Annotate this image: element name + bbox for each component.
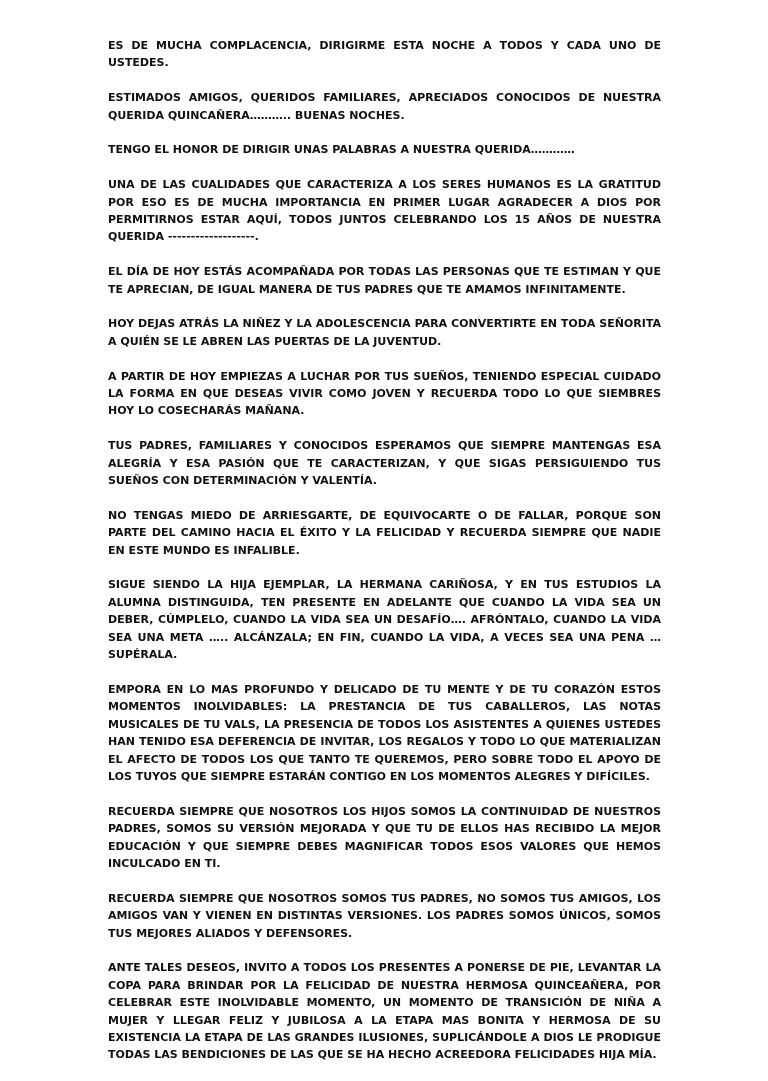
paragraph-gratitude: UNA DE LAS CUALIDADES QUE CARACTERIZA A LOS SERES HUMANOS ES LA GRATITUD POR ESO ES DE MUCHA IMPORTANCIA EN PRIMER LUGAR AGRADECER A DIOS POR PERMITIRNOS ESTAR AQUÍ, TODOS JUNTOS CELEBRANDO LOS 15 AÑOS DE NUESTRA QUERIDA -------------------. <box>108 178 661 244</box>
paragraph-dreams: A PARTIR DE HOY EMPIEZAS A LUCHAR POR TUS SUEÑOS, TENIENDO ESPECIAL CUIDADO LA FORMA EN QUE DESEAS VIVIR COMO JOVEN Y RECUERDA TODO LO QUE SIEMBRES HOY LO COSECHARÁS MAÑANA. <box>108 369 661 418</box>
paragraph-parents-unique: RECUERDA SIEMPRE QUE NOSOTROS SOMOS TUS PADRES, NO SOMOS TUS AMIGOS, LOS AMIGOS VAN Y VIENEN EN DISTINTAS VERSIONES. LOS PADRES SOMOS ÚNICOS, SOMOS TUS MEJORES ALIADOS Y DEFENSORES. <box>108 891 661 940</box>
paragraph-youth: HOY DEJAS ATRÁS LA NIÑEZ Y LA ADOLESCENCIA PARA CONVERTIRTE EN TODA SEÑORITA A QUIÉN SE LE ABREN LAS PUERTAS DE LA JUVENTUD. <box>108 317 661 348</box>
paragraph-toast: ANTE TALES DESEOS, INVITO A TODOS LOS PRESENTES A PONERSE DE PIE, LEVANTAR LA COPA PARA BRINDAR POR LA FELICIDAD DE NUESTRA HERMOSA QUINCEAÑERA, POR CELEBRAR ESTE INOLVIDABLE MOMENTO, UN MOMENTO DE TRANSICIÓN DE NIÑA A MUJER Y LLEGAR FELIZ Y JUBILOSA A LA ETAPA MAS BONITA Y HERMOSA DE SU EXISTENCIA LA ETAPA DE LAS GRANDES ILUSIONES, SUPLICÁNDOLE A DIOS LE PRODIGUE TODAS LAS BENDICIONES DE LAS QUE SE HA HECHO ACREEDORA FELICIDADES HIJA MÍA. <box>108 961 661 1062</box>
paragraph-no-fear: NO TENGAS MIEDO DE ARRIESGARTE, DE EQUIVOCARTE O DE FALLAR, PORQUE SON PARTE DEL CAMINO HACIA EL ÉXITO Y LA FELICIDAD Y RECUERDA SIEMPRE QUE NADIE EN ESTE MUNDO ES INFALIBLE. <box>108 508 661 557</box>
paragraph-today: EL DÍA DE HOY ESTÁS ACOMPAÑADA POR TODAS LAS PERSONAS QUE TE ESTIMAN Y QUE TE APRECIAN, DE IGUAL MANERA DE TUS PADRES QUE TE AMAMOS INFINITAMENTE. <box>108 265 661 296</box>
paragraph-exemplary: SIGUE SIENDO LA HIJA EJEMPLAR, LA HERMANA CARIÑOSA, Y EN TUS ESTUDIOS LA ALUMNA DISTINGUIDA, TEN PRESENTE EN ADELANTE QUE CUANDO LA VIDA SEA UN DEBER, CÚMPLELO, CUANDO LA VIDA SEA UN DESAFÍO…. AFRÓNTALO, CUANDO LA VIDA SEA UNA META ….. ALCÁNZALA; EN FIN, CUANDO LA VIDA, A VECES SEA UNA PENA … SUPÉRALA. <box>108 578 661 662</box>
paragraph-greeting: ESTIMADOS AMIGOS, QUERIDOS FAMILIARES, APRECIADOS CONOCIDOS DE NUESTRA QUERIDA QUINCAÑERA……….. BUENAS NOCHES. <box>108 91 661 122</box>
paragraph-honor: TENGO EL HONOR DE DIRIGIR UNAS PALABRAS A NUESTRA QUERIDA………… <box>108 143 575 157</box>
speech-body <box>108 37 661 1081</box>
paragraph-memories: EMPORA EN LO MAS PROFUNDO Y DELICADO DE TU MENTE Y DE TU CORAZÓN ESTOS MOMENTOS INOLVIDABLES: LA PRESTANCIA DE TUS CABALLEROS, LAS NOTAS MUSICALES DE TU VALS, LA PRESENCIA DE TODOS LOS ASISTENTES A QUIENES USTEDES HAN TENIDO ESA DEFERENCIA DE INVITAR, LOS REGALOS Y TODO LO QUE MATERIALIZAN EL AFECTO DE TODOS LOS QUE TANTO TE QUEREMOS, PERO SOBRE TODO EL APOYO DE LOS TUYOS QUE SIEMPRE ESTARÁN CONTIGO EN LOS MOMENTOS ALEGRES Y DIFÍCILES. <box>108 682 661 783</box>
paragraph-parents-hope: TUS PADRES, FAMILIARES Y CONOCIDOS ESPERAMOS QUE SIEMPRE MANTENGAS ESA ALEGRÍA Y ESA PASIÓN QUE TE CARACTERIZAN, Y QUE SIGAS PERSIGUIENDO TUS SUEÑOS CON DETERMINACIÓN Y VALENTÍA. <box>108 439 661 488</box>
paragraph-opening: ES DE MUCHA COMPLACENCIA, DIRIGIRME ESTA NOCHE A TODOS Y CADA UNO DE USTEDES. <box>108 39 661 70</box>
paragraph-continuity: RECUERDA SIEMPRE QUE NOSOTROS LOS HIJOS SOMOS LA CONTINUIDAD DE NUESTROS PADRES, SOMOS SU VERSIÓN MEJORADA Y QUE TU DE ELLOS HAS RECIBIDO LA MEJOR EDUCACIÓN Y QUE SIEMPRE DEBES MAGNIFICAR TODOS ESOS VALORES QUE HEMOS INCULCADO EN TI. <box>108 804 661 870</box>
